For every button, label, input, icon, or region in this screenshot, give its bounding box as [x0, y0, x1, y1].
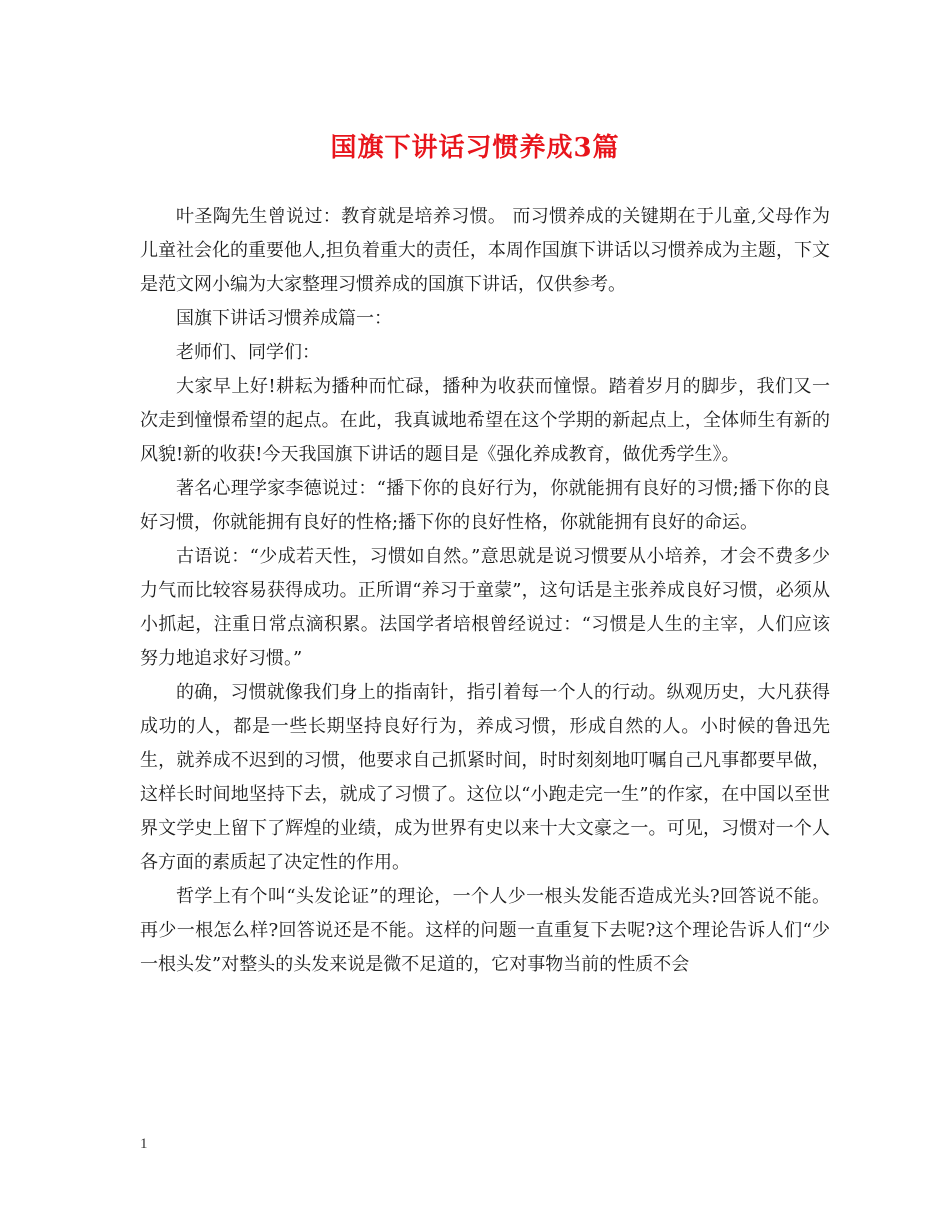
paragraph-hair-argument: 哲学上有个叫“头发论证”的理论，一个人少一根头发能否造成光头?回答说不能。再少一根怎么样?回答说还是不能。这样的问题一直重复下去呢?这个理论告诉人们“少一根头发”对整头的头发来说是微不足道的，它对事物当前的性质不会 — [140, 886, 830, 975]
document-title: 国旗下讲话习惯养成3篇 — [330, 133, 620, 163]
paragraph-proverb: 古语说：“少成若天性，习惯如自然。”意思就是说习惯要从小培养，才会不费多少力气而比较容易获得成功。正所谓“养习于童蒙”，这句话是主张养成良好习惯，必须从小抓起，注重日常点滴积累。法国学者培根曾经说过：“习惯是人生的主宰，人们应该努力地追求好习惯。” — [140, 546, 830, 669]
paragraph-intro: 叶圣陶先生曾说过：教育就是培养习惯。 而习惯养成的关键期在于儿童,父母作为儿童社会化的重要他人,担负着重大的责任，本周作国旗下讲话以习惯养成为主题，下文是范文网小编为大家整理习惯养成的国旗下讲话，仅供参考。 — [140, 206, 830, 295]
paragraph-section-heading: 国旗下讲话习惯养成篇一： — [176, 308, 392, 329]
paragraph-quote-lide: 著名心理学家李德说过：“播下你的良好行为，你就能拥有良好的习惯;播下你的良好习惯，你就能拥有良好的性格;播下你的良好性格，你就能拥有良好的命运。 — [140, 478, 830, 533]
page-number: 1 — [140, 1136, 148, 1152]
paragraph-luxun: 的确，习惯就像我们身上的指南针，指引着每一个人的行动。纵观历史，大凡获得成功的人，都是一些长期坚持良好行为，养成习惯，形成自然的人。小时候的鲁迅先生，就养成不迟到的习惯，他要求自己抓紧时间，时时刻刻地叮嘱自己凡事都要早做，这样长时间地坚持下去，就成了习惯了。这位以“小跑走完一生”的作家，在中国以至世界文学史上留下了辉煌的业绩，成为世界有史以来十大文豪之一。可见，习惯对一个人各方面的素质起了决定性的作用。 — [140, 682, 830, 873]
paragraph-greeting: 老师们、同学们： — [176, 342, 320, 363]
document-body — [140, 200, 830, 982]
paragraph-opening: 大家早上好!耕耘为播种而忙碌，播种为收获而憧憬。踏着岁月的脚步，我们又一次走到憧憬希望的起点。在此，我真诚地希望在这个学期的新起点上，全体师生有新的风貌!新的收获!今天我国旗下讲话的题目是《强化养成教育，做优秀学生》。 — [140, 376, 830, 465]
